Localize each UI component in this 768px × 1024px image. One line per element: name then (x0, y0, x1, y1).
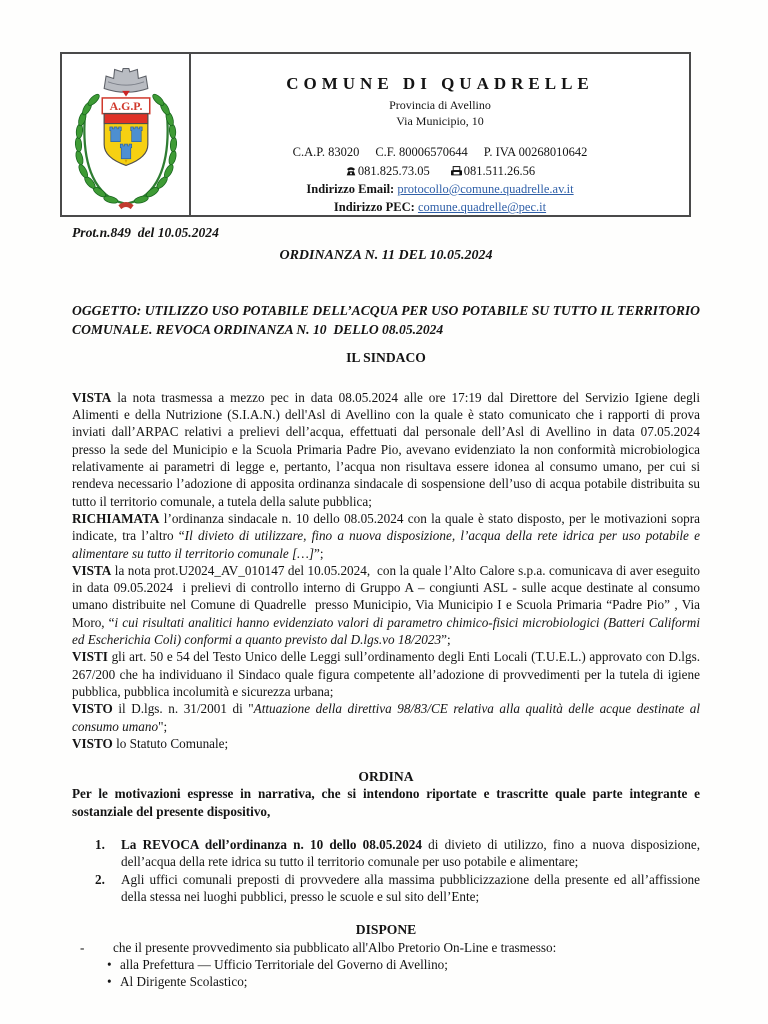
recital-text: la nota trasmessa a mezzo pec in data 08.05.2024 alle ore 17:19 dal Direttore del Servizio Igiene degli Alimenti e della Nutrizione (S.I.A.N.) dell'Asl di Avellino con la quale è stato comunicato che i rapporti di prova inviati dall’ARPAC relativi a prelievi dell’acqua, effettuati dal personale dell’Asl di Avellino in data 07.05.2024 presso la sede del Municipio e la Scuola Primaria Padre Pio, avevano evidenziato la non conformità microbiologica relativamente ai parametri di legge e, pertanto, l’acqua non risultava essere idonea al consumo umano, per cui si rendeva necessario l’adozione di apposita ordinanza sindacale di sospensione dell’uso di acqua potabile distribuita su tutto il territorio comunale, a tutela della salute pubblica; (72, 389, 700, 509)
municipal-coat-of-arms (69, 60, 183, 210)
recital-lead: RICHIAMATA (72, 510, 160, 526)
recital-text: l’ordinanza sindacale n. 10 dello 08.05.2024 con la quale è stato disposto, per le motivazioni sopra indicate, tra l’altro “ (72, 510, 700, 544)
fiscal-code: C.F. 80006570644 (375, 145, 468, 160)
dispone-bullets (107, 956, 700, 991)
item-plain-text: Agli uffici comunali preposti di provvedere alla massima pubblicizzazione della presente ed all’affissione della stessa nei luoghi pubblici, presso le scuole e sul sito dell’Ente; (121, 871, 700, 904)
pec-line (191, 199, 689, 215)
item-number: 2. (95, 871, 105, 887)
bullet-item-prefettura (107, 956, 700, 973)
ordina-item-1 (95, 836, 700, 871)
recital-tail: ”; (441, 632, 451, 648)
email-line (191, 181, 689, 197)
recital-visti (72, 648, 700, 700)
email-label: Indirizzo Email: (306, 181, 395, 196)
subject-line: OGGETTO: UTILIZZO USO POTABILE DELL’ACQUA PER USO POTABILE SU TUTTO IL TERRITORIO COMUNALE. REVOCA ORDINANZA N. 10 DELLO 08.05.2024 (72, 302, 700, 338)
bullet-text: Al Dirigente Scolastico; (120, 974, 248, 990)
bullet-icon: • (107, 974, 112, 990)
document-body (72, 224, 700, 990)
ordinance-title: ORDINANZA N. 11 DEL 10.05.2024 (279, 248, 493, 264)
bullet-item-dirigente (107, 973, 700, 990)
emblem-initials: A.G.P. (109, 98, 142, 113)
recital-quote: i cui risultati analitici hanno evidenziato valori di parametro chimico-fisici microbiologici (Batteri Califormi ed Escherichia Coli) conformi a quanto previsto dal D.lgs.vo 18/2023 (72, 614, 700, 648)
recital-lead: VISTO (72, 735, 113, 751)
dash-marker: - (80, 939, 85, 955)
phone-icon (345, 165, 357, 177)
mural-crown (104, 68, 148, 96)
fax-icon (450, 165, 463, 177)
phone-fax-row (191, 163, 689, 179)
recital-visto-1 (72, 700, 700, 735)
fax-number: 081.511.26.56 (463, 163, 536, 178)
recital-text: lo Statuto Comunale; (112, 735, 229, 751)
mayor-heading: IL SINDACO (346, 349, 426, 365)
recital-text: gli art. 50 e 54 del Testo Unico delle Leggi sull’ordinamento degli Enti Locali (T.U.E.L.) approvato con D.lgs. 267/200 che ha individuano il Sindaco quale figura competente all’adozione di provvedimenti per la tutela di igiene pubblica, pubblica incolumità e sicurezza urbana; (72, 649, 700, 699)
protocol-line: Prot.n.849 del 10.05.2024 (72, 225, 219, 240)
ordina-list (72, 836, 700, 905)
recital-lead: VISTI (72, 649, 108, 665)
bullet-text: alla Prefettura — Ufficio Territoriale del Governo di Avellino; (120, 956, 448, 972)
cap-code: C.A.P. 83020 (292, 145, 360, 160)
pec-label: Indirizzo PEC: (333, 200, 415, 215)
recital-tail: ”; (314, 545, 324, 561)
street-address: Via Municipio, 10 (396, 113, 484, 128)
recital-text: la nota prot.U2024_AV_010147 del 10.05.2024, con la quale l’Alto Calore s.p.a. comunicava di aver eseguito in data 09.05.2024 i prelievi di controllo interno di Gruppo A – congiunti ASL - sulle acque destinate al consumo umano distribuite nel Comune di Quadrelle presso Municipio, Via Municipio I e Scuola Primaria “Padre Pio” , Via Moro, “ (72, 562, 700, 630)
recital-lead: VISTA (72, 389, 112, 405)
recital-lead: VISTA (72, 562, 112, 578)
recital-richiamata (72, 510, 700, 562)
fax-number-item (450, 163, 535, 179)
ordina-heading: ORDINA (358, 769, 414, 785)
recital-text: il D.lgs. n. 31/2001 di " (112, 701, 254, 717)
phone-number-item (345, 163, 430, 179)
emblem-scroll (102, 97, 150, 113)
item-plain-text: di divieto di utilizzo, fino a nuova disposizione, dell’acqua della rete idrica su tutto il territorio comunale per uso potabile e alimentare; (121, 837, 700, 870)
recital-lead: VISTO (72, 701, 113, 717)
dispone-lead-item (72, 939, 700, 956)
letterhead-text-cell (191, 54, 689, 215)
recitals-block (72, 389, 700, 752)
dispone-heading: DISPONE (355, 922, 417, 938)
recital-vista-2 (72, 562, 700, 648)
email-link[interactable]: protocollo@comune.quadrelle.av.it (397, 181, 574, 196)
letterhead (60, 52, 691, 217)
phone-number: 081.825.73.05 (357, 163, 430, 178)
bullet-icon: • (107, 956, 112, 972)
recital-tail: "; (158, 718, 168, 734)
ordina-item-2 (95, 871, 700, 906)
item-text (121, 871, 700, 906)
item-bold-text: La REVOCA dell’ordinanza n. 10 dello 08.05.2024 (121, 837, 422, 853)
dispone-lead-text: che il presente provvedimento sia pubblicato all'Albo Pretorio On-Line e trasmesso: (113, 939, 557, 955)
pec-link[interactable]: comune.quadrelle@pec.it (417, 200, 547, 215)
registry-row (191, 144, 689, 160)
letterhead-emblem-cell (62, 54, 191, 215)
item-number: 1. (95, 837, 105, 853)
ordina-intro: Per le motivazioni espresse in narrativa, che si intendono riportate e trascritte quale parte integrante e sostanziale del presente dispositivo, (72, 786, 700, 819)
recital-vista-1 (72, 389, 700, 510)
emblem-shield (104, 113, 148, 165)
recital-visto-2 (72, 735, 700, 752)
item-text (121, 836, 700, 871)
vat-number: P. IVA 00268010642 (483, 145, 588, 160)
province-line: Provincia di Avellino (389, 98, 491, 113)
recital-quote: Il divieto di utilizzare, fino a nuova disposizione, l’acqua della rete idrica per uso potabile e alimentare su tutto il territorio comunale […] (72, 528, 700, 561)
recital-quote: Attuazione della direttiva 98/83/CE relativa alla qualità delle acque destinate al consumo umano (72, 701, 701, 734)
municipality-name: COMUNE DI QUADRELLE (286, 74, 594, 93)
